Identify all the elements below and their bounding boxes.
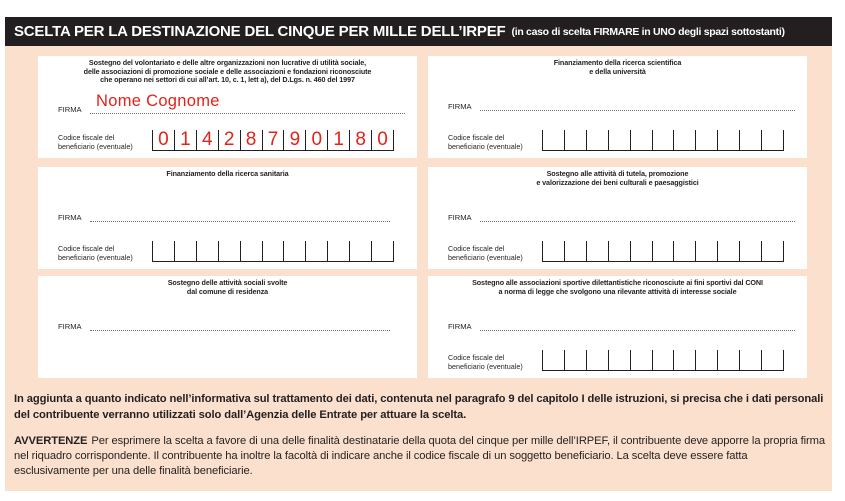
codice-fiscale-digit[interactable] [761, 350, 784, 370]
codice-fiscale-digit[interactable] [673, 241, 695, 261]
codice-fiscale-digit[interactable]: 0 [371, 130, 394, 150]
codice-fiscale-label-line: Codice fiscale del [448, 133, 505, 142]
codice-fiscale-digit[interactable] [630, 350, 652, 370]
codice-fiscale-input[interactable] [542, 241, 784, 262]
warning-label: AVVERTENZE [14, 435, 88, 447]
codice-fiscale-digit[interactable]: 2 [218, 130, 240, 150]
heading-line: Sostegno delle attività sociali svolte [167, 278, 288, 287]
choice-box-heading [38, 170, 417, 179]
codice-fiscale-digit[interactable]: 9 [283, 130, 305, 150]
choice-box-heading [38, 279, 417, 296]
codice-fiscale-digit[interactable] [349, 241, 371, 261]
choice-box-associazioni-sportive [428, 276, 807, 378]
codice-fiscale-label-line: Codice fiscale del [58, 133, 115, 142]
warning-text: Per esprimere la scelta a favore di una delle finalità destinatarie della quota del cinque per mille dell’IRPEF, il contribuente deve apporre la propria firma nel riquadro corrispondente. Il contribuente ha inoltre la facoltà di indicare anche il codice fiscale di un soggetto beneficiario. La scelta deve essere fatta esclusivamente per una delle finalità beneficiarie. [14, 435, 825, 477]
codice-fiscale-digit[interactable] [652, 350, 674, 370]
codice-fiscale-digit[interactable]: 1 [327, 130, 349, 150]
codice-fiscale-input[interactable] [152, 241, 394, 262]
warning-note [14, 434, 826, 479]
firma-label: FIRMA [448, 322, 472, 331]
codice-fiscale-digit[interactable] [174, 241, 196, 261]
heading-line: a norma di legge che svolgono una rilevante attività di interesse sociale [498, 286, 737, 296]
codice-fiscale-digit[interactable] [630, 241, 652, 261]
choice-box-volontariato [38, 56, 417, 158]
codice-fiscale-digit[interactable] [218, 241, 240, 261]
firma-label: FIRMA [58, 213, 82, 222]
form-title-bar [5, 17, 832, 46]
codice-fiscale-digit[interactable] [564, 350, 586, 370]
heading-line: Sostegno alle associazioni sportive dilettantistiche riconosciute ai fini sportivi dal CONI [472, 278, 763, 287]
heading-line: delle associazioni di promozione sociale e delle associazioni e fondazioni riconosciute [83, 66, 372, 76]
signature-field[interactable] [480, 110, 795, 111]
codice-fiscale-label-line: Codice fiscale del [448, 244, 505, 253]
choice-box-heading [428, 59, 807, 76]
codice-fiscale-digit[interactable] [608, 241, 630, 261]
codice-fiscale-digit[interactable] [695, 350, 717, 370]
codice-fiscale-digit[interactable] [305, 241, 327, 261]
heading-line: Sostegno del volontariato e delle altre organizzazioni non lucrative di utilità sociale, [88, 58, 367, 67]
codice-fiscale-input[interactable] [152, 130, 394, 151]
choice-box-comune-residenza [38, 276, 417, 378]
choice-box-ricerca-sanitaria [38, 167, 417, 269]
codice-fiscale-digit[interactable] [630, 130, 652, 150]
codice-fiscale-digit[interactable] [608, 350, 630, 370]
codice-fiscale-digit[interactable] [652, 241, 674, 261]
codice-fiscale-digit[interactable] [717, 130, 739, 150]
firma-label: FIRMA [58, 322, 82, 331]
codice-fiscale-label-line: beneficiario (eventuale) [58, 252, 133, 262]
codice-fiscale-digit[interactable] [240, 241, 262, 261]
codice-fiscale-digit[interactable]: 1 [174, 130, 196, 150]
codice-fiscale-digit[interactable]: 7 [262, 130, 284, 150]
codice-fiscale-digit[interactable] [564, 241, 586, 261]
codice-fiscale-digit[interactable] [695, 130, 717, 150]
heading-line: e valorizzazione dei beni culturali e paesaggistici [536, 177, 699, 187]
heading-line: Finanziamento della ricerca sanitaria [166, 169, 289, 178]
codice-fiscale-digit[interactable] [695, 241, 717, 261]
codice-fiscale-digit[interactable] [761, 241, 784, 261]
codice-fiscale-digit[interactable]: 0 [305, 130, 327, 150]
codice-fiscale-digit[interactable] [739, 130, 761, 150]
codice-fiscale-digit[interactable] [586, 350, 608, 370]
codice-fiscale-digit[interactable]: 8 [240, 130, 262, 150]
codice-fiscale-digit[interactable] [371, 241, 394, 261]
signature-field[interactable] [480, 330, 795, 331]
choice-box-beni-culturali [428, 167, 807, 269]
heading-line: Sostegno alle attività di tutela, promozione [546, 169, 689, 178]
codice-fiscale-digit[interactable] [717, 241, 739, 261]
privacy-note: In aggiunta a quanto indicato nell’informativa sul trattamento dei dati, contenuta nel paragrafo 9 del capitolo I delle istruzioni, si precisa che i dati personali del contribuente verranno utilizzati solo dall’Agenzia delle Entrate per attuare la scelta. [14, 393, 824, 421]
heading-line: dal comune di residenza [186, 286, 269, 296]
signature-value: Nome Cognome [96, 92, 220, 110]
codice-fiscale-digit[interactable] [739, 350, 761, 370]
codice-fiscale-label-line: beneficiario (eventuale) [448, 361, 523, 371]
codice-fiscale-digit[interactable] [262, 241, 284, 261]
codice-fiscale-label [58, 134, 133, 151]
codice-fiscale-digit[interactable] [586, 241, 608, 261]
firma-label: FIRMA [448, 102, 472, 111]
signature-field[interactable] [90, 221, 390, 222]
codice-fiscale-digit[interactable]: 0 [152, 130, 174, 150]
codice-fiscale-digit[interactable] [673, 130, 695, 150]
codice-fiscale-digit[interactable] [739, 241, 761, 261]
form-title: SCELTA PER LA DESTINAZIONE DEL CINQUE PER MILLE DELL’IRPEF [14, 23, 506, 40]
codice-fiscale-digit[interactable]: 8 [349, 130, 371, 150]
codice-fiscale-input[interactable] [542, 130, 784, 151]
codice-fiscale-digit[interactable] [652, 130, 674, 150]
form-subtitle: (in caso di scelta FIRMARE in UNO degli spazi sottostanti) [511, 25, 785, 38]
codice-fiscale-label [448, 245, 523, 262]
codice-fiscale-label-line: beneficiario (eventuale) [448, 252, 523, 262]
codice-fiscale-digit[interactable] [761, 130, 784, 150]
choice-box-heading [428, 279, 807, 296]
codice-fiscale-digit[interactable] [586, 130, 608, 150]
heading-line: e della università [589, 66, 646, 76]
codice-fiscale-digit[interactable] [608, 130, 630, 150]
codice-fiscale-digit[interactable] [196, 241, 218, 261]
firma-label: FIRMA [448, 213, 472, 222]
codice-fiscale-label [448, 134, 523, 151]
codice-fiscale-label [448, 354, 523, 371]
codice-fiscale-digit[interactable] [327, 241, 349, 261]
firma-label: FIRMA [58, 105, 82, 114]
codice-fiscale-digit[interactable] [717, 350, 739, 370]
heading-line: che operano nei settori di cui all’art. 10, c. 1, lett a), del D.Lgs. n. 460 del 1997 [100, 75, 355, 85]
signature-field[interactable] [480, 221, 795, 222]
codice-fiscale-label-line: beneficiario (eventuale) [448, 141, 523, 151]
codice-fiscale-digit[interactable] [152, 241, 174, 261]
signature-field[interactable] [90, 113, 405, 114]
codice-fiscale-digit[interactable] [673, 350, 695, 370]
codice-fiscale-input[interactable] [542, 350, 784, 371]
codice-fiscale-digit[interactable] [283, 241, 305, 261]
codice-fiscale-digit[interactable] [564, 130, 586, 150]
codice-fiscale-digit[interactable] [542, 130, 564, 150]
codice-fiscale-digit[interactable] [542, 241, 564, 261]
choice-box-ricerca-scientifica [428, 56, 807, 158]
codice-fiscale-digit[interactable] [542, 350, 564, 370]
codice-fiscale-label-line: Codice fiscale del [448, 353, 505, 362]
codice-fiscale-label-line: beneficiario (eventuale) [58, 141, 133, 151]
heading-line: Finanziamento della ricerca scientifica [553, 58, 682, 67]
choice-box-heading [38, 59, 417, 85]
codice-fiscale-digit[interactable]: 4 [196, 130, 218, 150]
codice-fiscale-label [58, 245, 133, 262]
choice-box-heading [428, 170, 807, 187]
codice-fiscale-label-line: Codice fiscale del [58, 244, 115, 253]
signature-field[interactable] [90, 330, 390, 331]
